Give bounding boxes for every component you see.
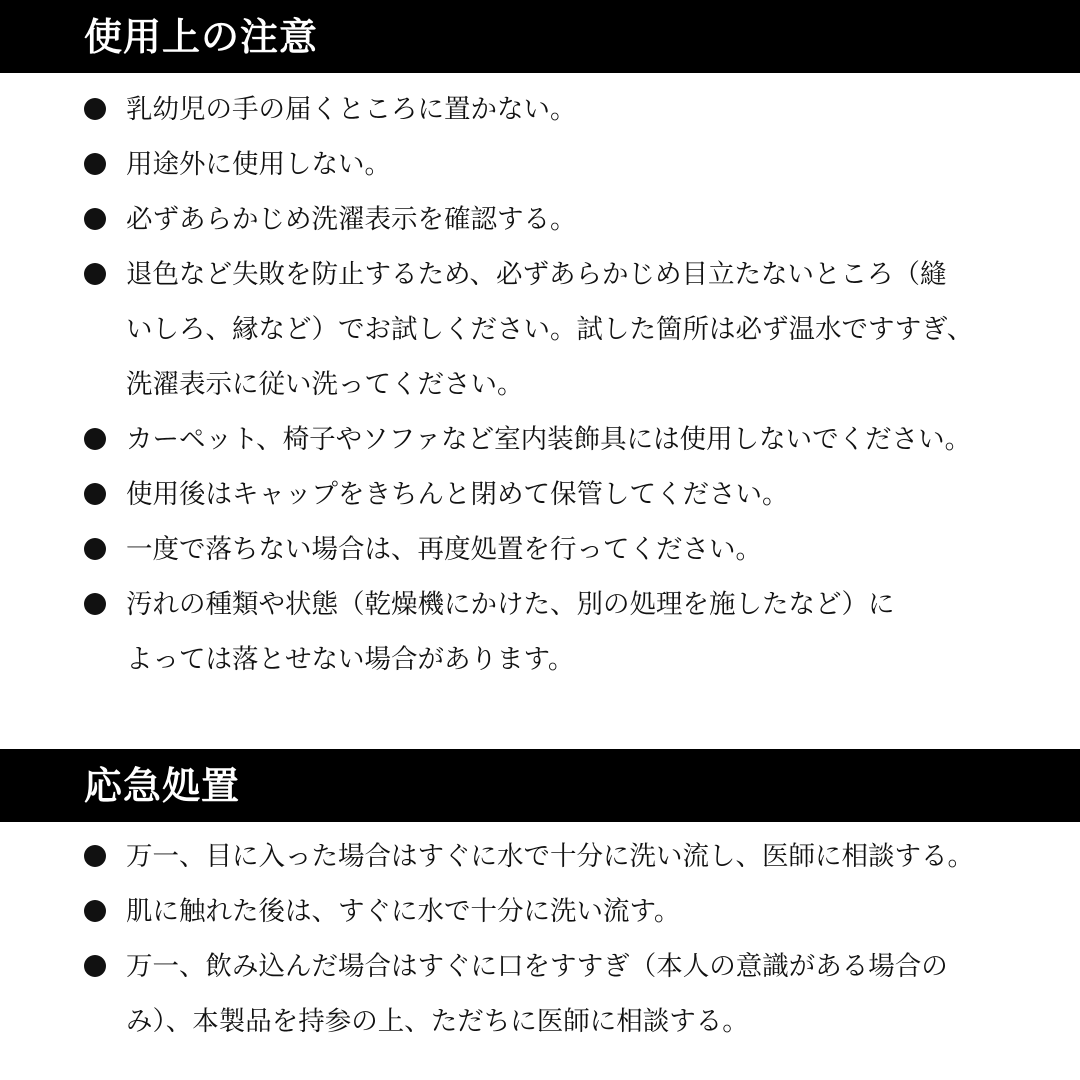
list-item <box>84 577 1024 687</box>
first-aid-header <box>0 749 1080 822</box>
list-item <box>84 412 1024 467</box>
item-text: 万一、飲み込んだ場合はすぐに口をすすぎ（本人の意識がある場合の <box>126 951 948 982</box>
bullet-icon <box>84 153 106 175</box>
bullet-icon <box>84 955 106 977</box>
bullet-icon <box>84 900 106 922</box>
item-text: カーペット、椅子やソファなど室内装飾具には使用しないでください。 <box>126 424 972 455</box>
list-item <box>84 829 1024 884</box>
item-text: み）、本製品を持参の上、ただちに医師に相談する。 <box>126 1006 749 1037</box>
first-aid-title: 応急処置 <box>84 763 241 808</box>
item-text: 用途外に使用しない。 <box>126 149 391 180</box>
item-text: 汚れの種類や状態（乾燥機にかけた、別の処理を施したなど）に <box>126 589 895 620</box>
item-text: いしろ、縁など）でお試しください。試した箇所は必ず温水ですすぎ、 <box>126 314 974 345</box>
item-text: 使用後はキャップをきちんと閉めて保管してください。 <box>126 479 789 510</box>
first-aid-list <box>84 829 1024 1049</box>
bullet-icon <box>84 263 106 285</box>
item-text: よっては落とせない場合があります。 <box>126 644 575 675</box>
list-item <box>84 247 1024 412</box>
list-item <box>84 522 1024 577</box>
precautions-title: 使用上の注意 <box>84 14 319 59</box>
item-text: 一度で落ちない場合は、再度処置を行ってください。 <box>126 534 762 565</box>
bullet-icon <box>84 538 106 560</box>
list-item <box>84 137 1024 192</box>
precautions-header <box>0 0 1080 73</box>
item-text: 肌に触れた後は、すぐに水で十分に洗い流す。 <box>126 896 681 927</box>
list-item <box>84 884 1024 939</box>
bullet-icon <box>84 593 106 615</box>
item-text: 乳幼児の手の届くところに置かない。 <box>126 94 577 125</box>
precautions-list <box>84 82 1024 687</box>
bullet-icon <box>84 845 106 867</box>
bullet-icon <box>84 483 106 505</box>
item-text: 洗濯表示に従い洗ってください。 <box>126 369 524 400</box>
item-text: 退色など失敗を防止するため、必ずあらかじめ目立たないところ（縫 <box>126 259 947 290</box>
item-text: 必ずあらかじめ洗濯表示を確認する。 <box>126 204 577 235</box>
list-item <box>84 82 1024 137</box>
bullet-icon <box>84 208 106 230</box>
list-item <box>84 939 1024 1049</box>
bullet-icon <box>84 98 106 120</box>
item-text: 万一、目に入った場合はすぐに水で十分に洗い流し、医師に相談する。 <box>126 841 974 872</box>
list-item <box>84 467 1024 522</box>
bullet-icon <box>84 428 106 450</box>
list-item <box>84 192 1024 247</box>
